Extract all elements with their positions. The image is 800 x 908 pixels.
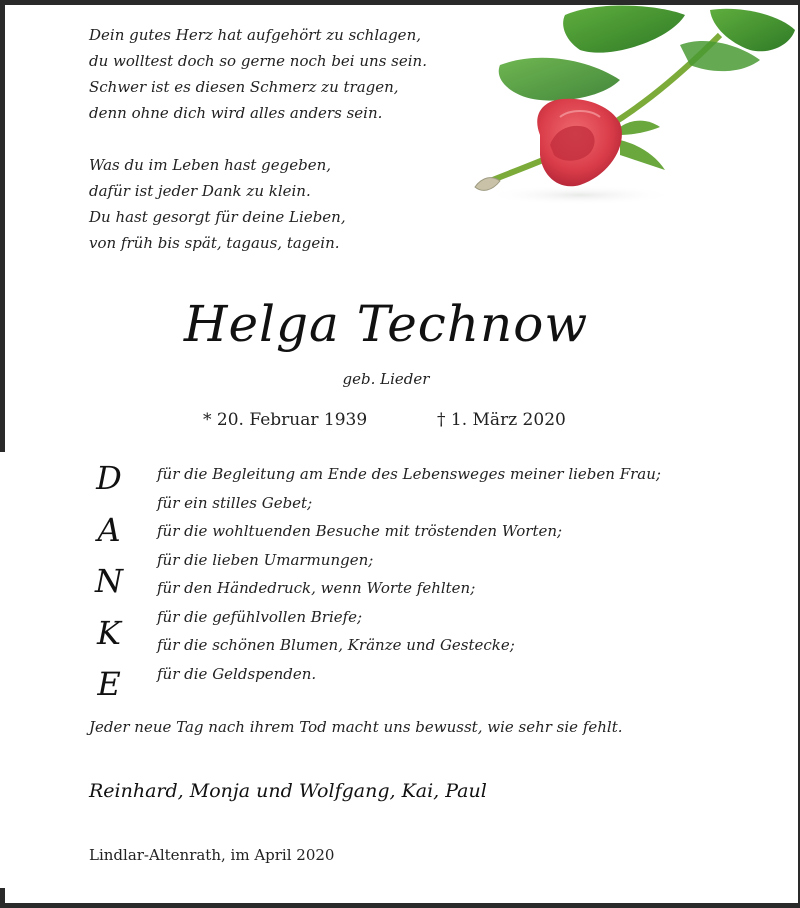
leaf-top: [563, 6, 685, 53]
poem-line: Dein gutes Herz hat aufgehört zu schlagen,: [89, 26, 421, 44]
thanks-list: [157, 460, 661, 688]
danke-letter: N: [95, 562, 123, 600]
rose-image: [470, 5, 798, 205]
sepal: [620, 140, 665, 170]
thanks-line: für ein stilles Gebet;: [157, 493, 313, 512]
stem-cut: [475, 178, 500, 191]
poem-line: Schwer ist es diesen Schmerz zu tragen,: [89, 78, 399, 96]
danke-letter: K: [97, 613, 121, 652]
family-signature: Reinhard, Monja und Wolfgang, Kai, Paul: [89, 780, 487, 802]
thanks-line: für die wohltuenden Besuche mit tröstenden Worten;: [157, 522, 563, 540]
poem-line: dafür ist jeder Dank zu klein.: [89, 182, 311, 200]
danke-letter: E: [97, 665, 121, 703]
poem-line: Du hast gesorgt für deine Lieben,: [89, 208, 346, 226]
danke-letter: D: [96, 459, 122, 497]
birth-date: * 20. Februar 1939: [203, 410, 368, 430]
poem-line: denn ohne dich wird alles anders sein.: [89, 104, 383, 122]
poem-line: du wolltest doch so gerne noch bei uns sein.: [89, 52, 427, 70]
thanks-line: für die schönen Blumen, Kränze und Gestecke;: [157, 636, 515, 654]
thanks-line: für die gefühlvollen Briefe;: [157, 607, 363, 626]
danke-acrostic: [89, 456, 129, 714]
poem-line: Was du im Leben hast gegeben,: [89, 156, 332, 174]
danke-letter: A: [97, 510, 121, 549]
thanks-line: für den Händedruck, wenn Worte fehlten;: [157, 579, 476, 597]
border-gap: [0, 452, 5, 888]
rose-shadow: [485, 185, 675, 205]
thanks-line: für die Begleitung am Ende des Lebensweges meiner lieben Frau;: [157, 465, 661, 483]
thanks-line: für die lieben Umarmungen;: [157, 550, 374, 569]
closing-sentence: Jeder neue Tag nach ihrem Tod macht uns bewusst, wie sehr sie fehlt.: [89, 718, 623, 736]
leaf-left: [499, 58, 620, 101]
poem-line: von früh bis spät, tagaus, tagein.: [89, 234, 340, 252]
thanks-line: für die Geldspenden.: [157, 664, 317, 683]
death-date: † 1. März 2020: [437, 410, 566, 430]
maiden-name: geb. Lieder: [342, 370, 430, 388]
deceased-name: Helga Technow: [183, 295, 589, 353]
poem: [89, 22, 427, 256]
place-date: Lindlar-Altenrath, im April 2020: [89, 846, 335, 864]
sepal: [620, 121, 660, 135]
